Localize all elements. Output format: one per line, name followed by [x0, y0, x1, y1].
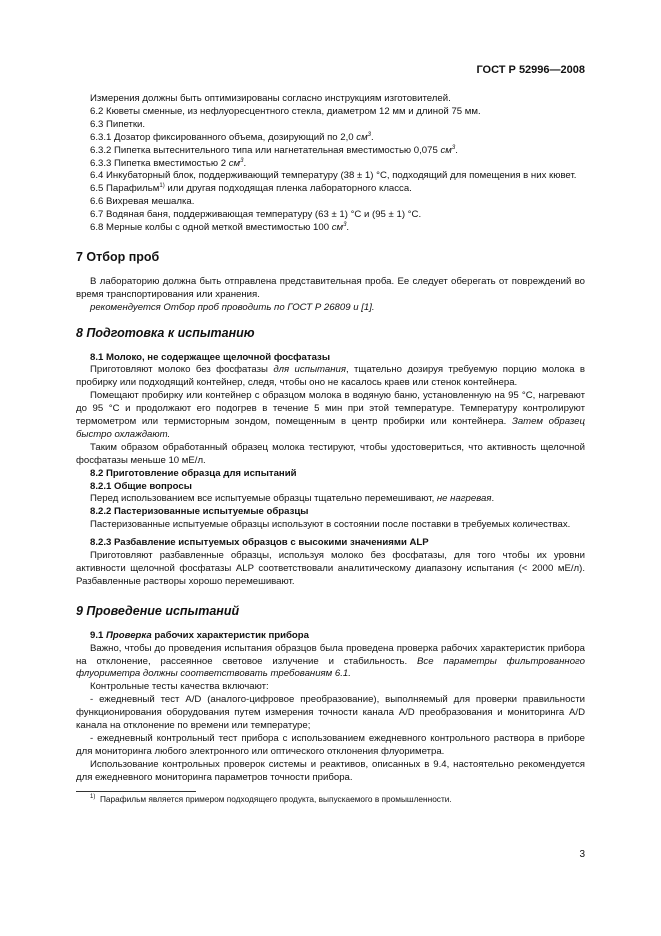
paragraph: рекомендуется Отбор проб проводить по ГОСТ Р 26809 и [1].	[90, 301, 375, 313]
text: .	[491, 493, 495, 505]
unit-superscript: 3	[240, 157, 244, 164]
section-7-heading: 7 Отбор проб	[76, 249, 160, 264]
paragraph: В лабораторию должна быть отправлена представительная проба. Ее следует оберегать от повреждений во время транспортирования или хранения.	[76, 275, 585, 300]
paragraph: Контрольные тесты качества включают:	[90, 681, 269, 693]
list-item: - ежедневный контрольный тест прибора с использованием ежедневного контрольного раствора в приборе для мониторинга любого электронного или оптического отклонения флуориметра.	[76, 732, 585, 757]
text: 6.3.1 Дозатор фиксированного объема, дозирующий по 2,0	[90, 131, 357, 143]
unit: см	[440, 144, 452, 156]
unit: см	[228, 157, 241, 169]
paragraph	[76, 364, 585, 390]
text: 9.1	[90, 629, 107, 641]
unit-superscript: 3	[367, 131, 372, 138]
item-6-8	[76, 222, 585, 235]
paragraph	[76, 493, 585, 506]
footnote-mark: 1)	[90, 793, 96, 800]
paragraph: Измерения должны быть оптимизированы согласно инструкциям изготовителей.	[90, 93, 451, 104]
list-item: - ежедневный тест A/D (аналого-цифровое преобразование), выполняемый для проверки правильности функционирования оборудования путем измерения точности канала A/D преобразования и мониторинга A/D канала на отклонение по времени или температуре;	[76, 694, 585, 732]
subsection-8-2-heading: 8.2 Приготовление образца для испытаний	[90, 467, 297, 479]
item-6-3-2	[76, 145, 585, 158]
text: .	[346, 222, 350, 234]
unit-superscript: 3	[343, 221, 347, 228]
paragraph: Использование контрольных проверок системы и реактивов, описанных в 9.4, настоятельно рекомендуется для ежедневного мониторинга параметров точности прибора.	[76, 758, 585, 783]
text: , тщательно дозируя требуемую порцию молока в пробирку или подходящий контейнер, следя, чтобы оно не касалось краев или стенок контейнера.	[76, 364, 586, 389]
text: Важно, чтобы до проведения испытания образцов была проведена проверка рабочих характеристик прибора на отклонение, рассеянное световое излучение и стабильность.	[76, 642, 585, 667]
item-6-7: 6.7 Водяная баня, поддерживающая температуру (63 ± 1) °С и (95 ± 1) °С.	[90, 209, 422, 221]
standard-header: ГОСТ Р 52996—2008	[476, 64, 585, 76]
text: рабочих характеристик прибора	[151, 629, 309, 641]
item-6-3: 6.3 Пипетки.	[90, 118, 146, 130]
page-number: 3	[579, 849, 585, 860]
unit: см	[331, 222, 344, 234]
paragraph	[76, 643, 585, 682]
footnote-text: Парафильм является примером подходящего продукта, выпускаемого в промышленности.	[99, 793, 452, 804]
item-6-6: 6.6 Вихревая мешалка.	[90, 196, 195, 208]
text: 6.8 Мерные колбы с одной меткой вместимостью 100	[90, 222, 332, 234]
paragraph: Приготовляют разбавленные образцы, используя молоко без фосфатазы, для того чтобы их уровни активности щелочной фосфатазы ALP соответствовали аналитическому диапазону испытания (< 2000 мЕ/л). Разбавленные растворы хорошо перемешивают.	[76, 550, 585, 587]
item-6-2: 6.2 Кюветы сменные, из нефлуоресцентного стекла, диаметром 12 мм и длиной 75 мм.	[90, 105, 481, 117]
subsection-8-2-1-heading: 8.2.1 Общие вопросы	[90, 480, 192, 492]
item-6-4: 6.4 Инкубаторный блок, поддерживающий температуру (38 ± 1) °С, подходящий для помещения в них кювет.	[90, 170, 577, 182]
text: .	[455, 144, 458, 156]
text: Перед использованием все испытуемые образцы тщательно перемешивают,	[90, 493, 437, 505]
text: 6.3.2 Пипетка вытеснительного типа или нагнетательная вместимостью 0,075	[90, 144, 441, 156]
subsection-8-2-3-heading: 8.2.3 Разбавление испытуемых образцов с высокими значениями ALP	[90, 537, 429, 549]
text: 6.3.3 Пипетка вместимостью 2	[90, 157, 229, 169]
unit: см	[356, 131, 368, 143]
footnote-ref: 1)	[159, 183, 165, 190]
text: или другая подходящая пленка лабораторного класса.	[164, 183, 412, 195]
section-9-heading: 9 Проведение испытаний	[76, 603, 240, 618]
text: .	[371, 131, 374, 143]
text: 6.5 Парафильм	[90, 183, 160, 195]
item-6-3-1	[76, 132, 585, 145]
subsection-9-1-heading	[76, 630, 585, 643]
text: Проверка	[106, 629, 152, 641]
unit-superscript: 3	[451, 144, 456, 151]
subsection-8-1-heading: 8.1 Молоко, не содержащее щелочной фосфатазы	[90, 351, 331, 363]
text: не нагревая	[436, 493, 492, 505]
text: .	[243, 157, 247, 169]
text: Все параметры фильтрованного флуориметра должны соответствовать требованиям 6.1.	[76, 655, 585, 680]
footnote	[76, 794, 585, 805]
paragraph: Таким образом обработанный образец молока тестируют, чтобы удостовериться, что активность щелочной фосфатазы меньше 10 мЕ/л.	[76, 441, 585, 466]
item-6-3-3	[76, 158, 585, 171]
text: Затем образец быстро охлаждают.	[76, 416, 585, 440]
text: Помещают пробирку или контейнер с образцом молока в водяную баню, установленную на 95 °С, нагревают до 95 °С и продолжают его подогрев в течение 5 мин при этой температуре. Температуру контролируют термометром или термисторным зондом, помещенным в центр пробирки или контейнера.	[76, 390, 585, 428]
subsection-8-2-2-heading: 8.2.2 Пастеризованные испытуемые образцы	[90, 506, 309, 518]
paragraph	[76, 390, 585, 442]
text: Приготовляют молоко без фосфатазы	[90, 364, 274, 376]
item-6-5	[76, 183, 585, 196]
page-content	[76, 93, 585, 805]
paragraph: Пастеризованные испытуемые образцы используют в состоянии после поставки в требуемых количествах.	[90, 519, 571, 531]
footnote-divider	[76, 791, 196, 792]
section-8-heading: 8 Подготовка к испытанию	[76, 325, 255, 340]
text: для испытания	[273, 364, 346, 376]
